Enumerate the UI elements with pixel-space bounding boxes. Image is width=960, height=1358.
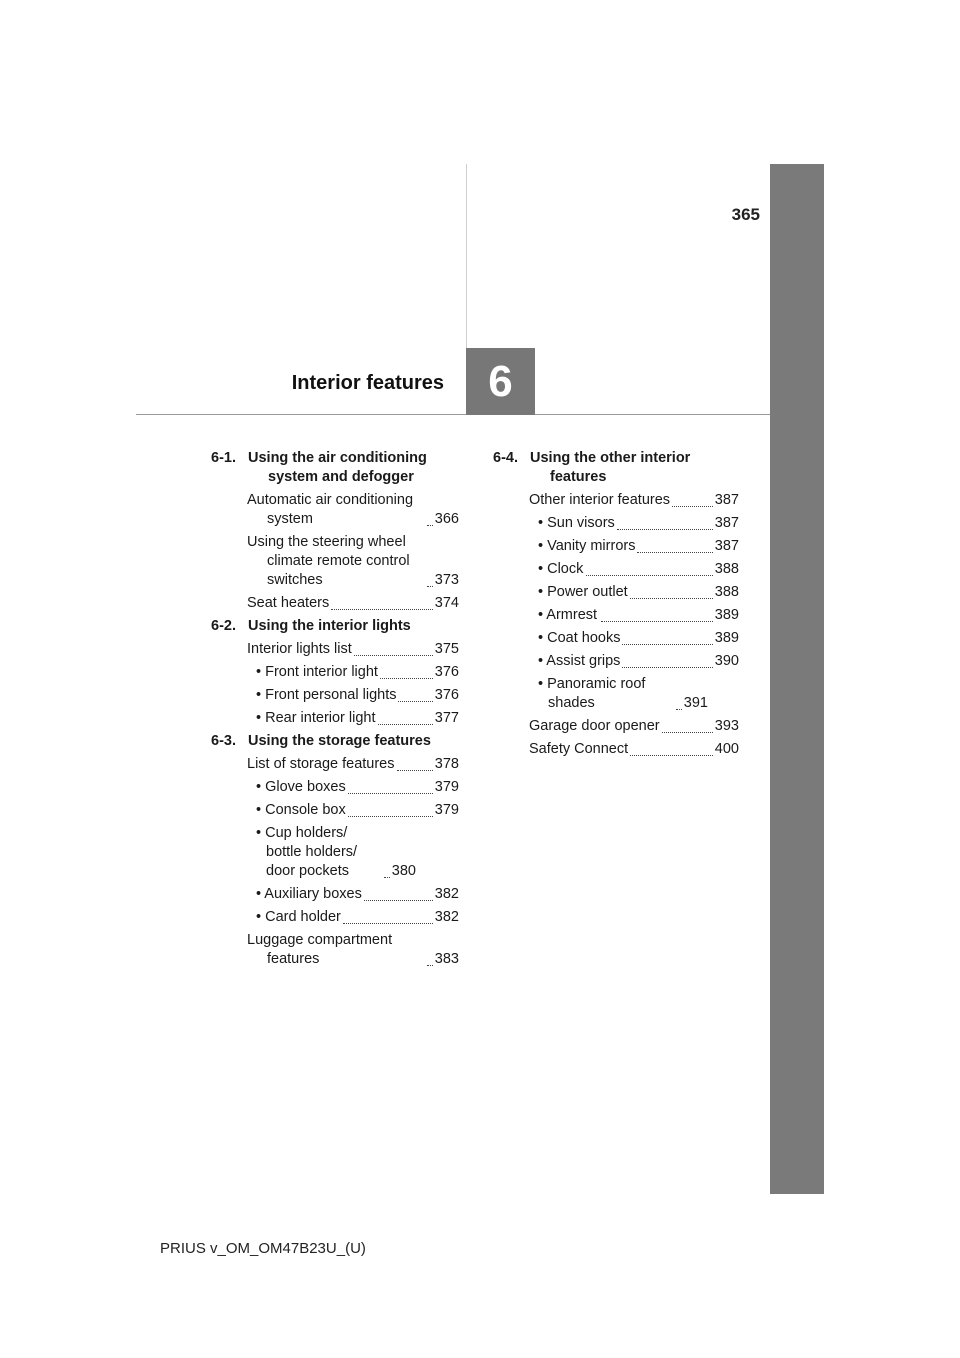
toc-section-6-1[interactable]: [211, 449, 459, 487]
leader-dots: [364, 899, 433, 901]
entry-label: • Front personal lights: [256, 687, 397, 703]
toc-entry[interactable]: [538, 514, 739, 533]
section-number: 6-2.: [211, 618, 236, 634]
chapter-title: Interior features: [291, 372, 444, 394]
chapter-side-tab: [770, 164, 824, 1194]
leader-dots: [398, 700, 432, 702]
toc-entry[interactable]: [256, 885, 459, 904]
entry-label: Safety Connect: [529, 741, 629, 757]
toc-entry[interactable]: [247, 533, 459, 590]
toc-entry[interactable]: [256, 778, 459, 797]
leader-dots: [586, 574, 713, 576]
toc-section-6-3[interactable]: [211, 732, 459, 751]
leader-dots: [343, 922, 433, 924]
leader-dots: [427, 585, 433, 587]
entry-label: • Console box: [256, 802, 346, 818]
leader-dots: [622, 643, 712, 645]
entry-page: 379: [434, 779, 459, 795]
leader-dots: [354, 654, 433, 656]
entry-page: 375: [434, 641, 459, 657]
entry-label: List of storage features: [247, 756, 395, 772]
entry-label: • Assist grips: [538, 653, 621, 669]
toc-entry[interactable]: [256, 663, 459, 682]
entry-page: 366: [434, 511, 459, 527]
entry-page: 378: [434, 756, 459, 772]
leader-dots: [662, 731, 713, 733]
entry-label: • Coat hooks: [538, 630, 621, 646]
toc-column-left: [211, 449, 459, 973]
toc-entry[interactable]: [247, 640, 459, 659]
entry-label: • Armrest: [538, 607, 598, 623]
entry-page: 390: [714, 653, 739, 669]
entry-page: 374: [434, 595, 459, 611]
section-number: 6-1.: [211, 450, 236, 466]
toc-entry[interactable]: [538, 537, 739, 556]
entry-page: 382: [434, 909, 459, 925]
entry-page: 387: [714, 515, 739, 531]
entry-page: 389: [714, 607, 739, 623]
leader-dots: [380, 677, 433, 679]
chapter-number-box: 6: [466, 348, 535, 415]
entry-label: • Power outlet: [538, 584, 628, 600]
entry-label: • Panoramic roof shades: [538, 676, 646, 711]
entry-label: • Glove boxes: [256, 779, 346, 795]
entry-page: 376: [434, 687, 459, 703]
entry-page: 388: [714, 584, 739, 600]
leader-dots: [617, 528, 713, 530]
section-title: Using the other interior features: [530, 450, 691, 485]
leader-dots: [427, 964, 433, 966]
toc-entry[interactable]: [256, 908, 459, 927]
entry-label: • Clock: [538, 561, 584, 577]
leader-dots: [637, 551, 712, 553]
entry-label: Seat heaters: [247, 595, 330, 611]
toc-entry[interactable]: [529, 740, 739, 759]
entry-page: 389: [714, 630, 739, 646]
toc-entry[interactable]: [538, 606, 739, 625]
leader-dots: [378, 723, 433, 725]
leader-dots: [348, 792, 433, 794]
toc-entry[interactable]: [247, 491, 459, 529]
toc-entry[interactable]: [538, 629, 739, 648]
leader-dots: [630, 754, 713, 756]
leader-dots: [601, 620, 713, 622]
toc-entry[interactable]: [529, 717, 739, 736]
leader-dots: [427, 524, 433, 526]
leader-dots: [672, 505, 713, 507]
leader-dots: [630, 597, 713, 599]
header-divider-vertical: [466, 164, 467, 348]
entry-page: 373: [434, 572, 459, 588]
toc-entry[interactable]: [247, 755, 459, 774]
leader-dots: [676, 708, 682, 710]
entry-page: 388: [714, 561, 739, 577]
entry-label: • Sun visors: [538, 515, 615, 531]
toc-entry[interactable]: [256, 709, 459, 728]
toc-entry[interactable]: [538, 560, 739, 579]
entry-page: 376: [434, 664, 459, 680]
entry-page: 387: [714, 492, 739, 508]
leader-dots: [384, 876, 390, 878]
entry-label: Interior lights list: [247, 641, 352, 657]
entry-label: • Card holder: [256, 909, 341, 925]
entry-page: 387: [714, 538, 739, 554]
document-id-footer: PRIUS v_OM_OM47B23U_(U): [160, 1240, 366, 1257]
entry-page: 379: [434, 802, 459, 818]
entry-label: • Front interior light: [256, 664, 378, 680]
entry-page: 400: [714, 741, 739, 757]
section-title: Using the interior lights: [248, 618, 411, 634]
entry-page: 393: [714, 718, 739, 734]
entry-page: 377: [434, 710, 459, 726]
section-number: 6-4.: [493, 450, 518, 466]
entry-page: 383: [434, 951, 459, 967]
toc-section-6-4[interactable]: [493, 449, 739, 487]
toc-column-right: [493, 449, 739, 763]
toc-entry[interactable]: [538, 675, 708, 713]
toc-entry[interactable]: [256, 686, 459, 705]
section-number: 6-3.: [211, 733, 236, 749]
entry-label: Using the steering wheel climate remote control switches: [247, 534, 410, 588]
leader-dots: [622, 666, 712, 668]
leader-dots: [331, 608, 433, 610]
entry-page: 382: [434, 886, 459, 902]
entry-label: • Vanity mirrors: [538, 538, 636, 554]
section-title: Using the air conditioning system and defogger: [248, 450, 427, 485]
toc-entry[interactable]: [538, 583, 739, 602]
leader-dots: [397, 769, 433, 771]
entry-label: Garage door opener: [529, 718, 660, 734]
section-title: Using the storage features: [248, 733, 431, 749]
toc-entry[interactable]: [256, 824, 416, 881]
toc-entry[interactable]: [538, 652, 739, 671]
page-number: 365: [731, 205, 760, 224]
leader-dots: [348, 815, 433, 817]
toc-section-6-2[interactable]: [211, 617, 459, 636]
entry-page: 391: [683, 695, 708, 711]
entry-label: Automatic air conditioning system: [247, 492, 414, 527]
header-divider-horizontal: [136, 414, 770, 415]
toc-entry[interactable]: [247, 931, 459, 969]
toc-entry[interactable]: [256, 801, 459, 820]
toc-entry[interactable]: [529, 491, 739, 510]
toc-entry[interactable]: [247, 594, 459, 613]
entry-label: • Cup holders/ bottle holders/ door pockets: [256, 825, 358, 879]
entry-page: 380: [391, 863, 416, 879]
entry-label: Other interior features: [529, 492, 671, 508]
entry-label: • Rear interior light: [256, 710, 376, 726]
entry-label: • Auxiliary boxes: [256, 886, 362, 902]
entry-label: Luggage compartment features: [247, 932, 393, 967]
